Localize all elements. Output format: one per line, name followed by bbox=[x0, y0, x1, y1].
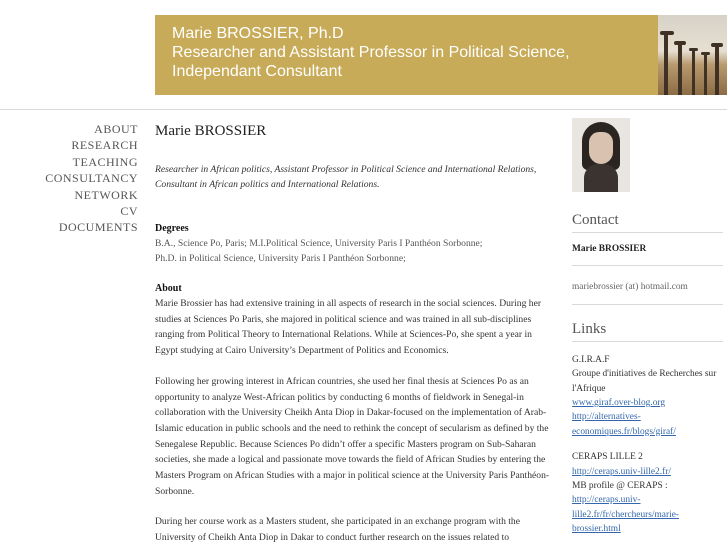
links-heading: Links bbox=[572, 320, 607, 337]
baobab-photo bbox=[658, 15, 727, 95]
sidebar bbox=[572, 118, 727, 537]
nav-teaching[interactable]: TEACHING bbox=[72, 154, 138, 169]
contact-email: mariebrossier (at) hotmail.com bbox=[572, 282, 688, 293]
banner-role: Researcher and Assistant Professor in Political Science, bbox=[172, 44, 570, 61]
about-heading: About bbox=[155, 283, 182, 294]
nav-about[interactable]: ABOUT bbox=[94, 122, 138, 136]
nav-documents[interactable]: DOCUMENTS bbox=[58, 220, 138, 235]
nav-consultancy[interactable]: CONSULTANCY bbox=[45, 171, 138, 186]
ceraps-profile-link[interactable]: http://ceraps.univ-lille2.fr/fr/chercheurs/marie-brossier.html bbox=[572, 495, 679, 535]
portrait-photo bbox=[572, 118, 630, 192]
header-divider bbox=[0, 109, 727, 110]
degrees-heading: Degrees bbox=[155, 222, 189, 234]
main-content bbox=[155, 122, 555, 545]
ceraps-link[interactable]: http://ceraps.univ-lille2.fr/ bbox=[572, 466, 671, 477]
header-banner bbox=[155, 15, 727, 95]
page-title: Marie BROSSIER bbox=[155, 123, 267, 139]
ceraps-profile-label: MB profile @ CERAPS : bbox=[572, 481, 668, 492]
banner-name: Marie BROSSIER, Ph.D bbox=[172, 25, 344, 42]
giraf-blog-link[interactable]: www.giraf.over-blog.org bbox=[572, 398, 666, 409]
banner-consultant: Independant Consultant bbox=[172, 63, 342, 80]
banner-text bbox=[172, 24, 570, 81]
main-nav bbox=[45, 121, 138, 236]
giraf-title: G.I.R.A.F bbox=[572, 354, 610, 365]
degree-item: B.A., Science Po, Paris; M.I.Political Science, University Paris I Panthéon Sorbonne; bbox=[155, 237, 483, 249]
intro-text: Researcher in African politics, Assistant Professor in Political Science and International Relations, Consultant in African politics and International Relations. bbox=[155, 164, 537, 191]
contact-heading: Contact bbox=[572, 212, 619, 228]
nav-cv[interactable]: CV bbox=[120, 204, 138, 219]
about-paragraph: During her course work as a Masters student, she participated in an exchange program with the University of Cheikh Anta Diop in Dakar to conduct further research on the issues related to bbox=[155, 516, 520, 544]
ceraps-title: CERAPS LILLE 2 bbox=[572, 452, 643, 463]
about-paragraph: Marie Brossier has had extensive training in all aspects of research in the social sciences. During her studies at Sciences Po Paris, she majored in political science and was trained in all sub-disciplines ranging from Political Theory to International Relations. While at Sciences-Po, she spent a year in Egypt studying at Cairo University’s Department of Politics and Economics. bbox=[155, 298, 542, 357]
ceraps-link-block bbox=[572, 450, 727, 536]
divider bbox=[572, 265, 723, 266]
divider bbox=[572, 341, 723, 342]
degree-item: Ph.D. in Political Science, University Paris I Panthéon Sorbonne; bbox=[155, 253, 406, 265]
about-paragraph: Following her growing interest in African countries, she used her final thesis at Sciences Po as an opportunity to analyze West-African politics by conducting 6 months of fieldwork in Senegal-in collaboration with the University Cheikh Anta Diop in Dakar-focused on the implementation of Arab-Islamic education in public schools and the need to rethink the concept of secularism as defined by the Senegalese Republic. Because Sciences Po didn’t offer a specific Masters program on Sub-Saharan societies, she made a logical and passionate move towards the field of African Studies by entering the Masters Program on African Studies with a major in political science at the University Paris Panthéon-Sorbonne. bbox=[155, 375, 550, 497]
nav-network[interactable]: NETWORK bbox=[74, 187, 138, 202]
divider bbox=[572, 232, 723, 233]
divider bbox=[572, 304, 723, 305]
giraf-alternatives-link[interactable]: http://alternatives-economiques.fr/blogs/giraf/ bbox=[572, 412, 676, 437]
nav-research[interactable]: RESEARCH bbox=[71, 138, 138, 153]
giraf-link-block bbox=[572, 353, 727, 439]
giraf-description: Groupe d'initiatives de Recherches sur l'Afrique bbox=[572, 369, 717, 394]
contact-name: Marie BROSSIER bbox=[572, 244, 647, 254]
